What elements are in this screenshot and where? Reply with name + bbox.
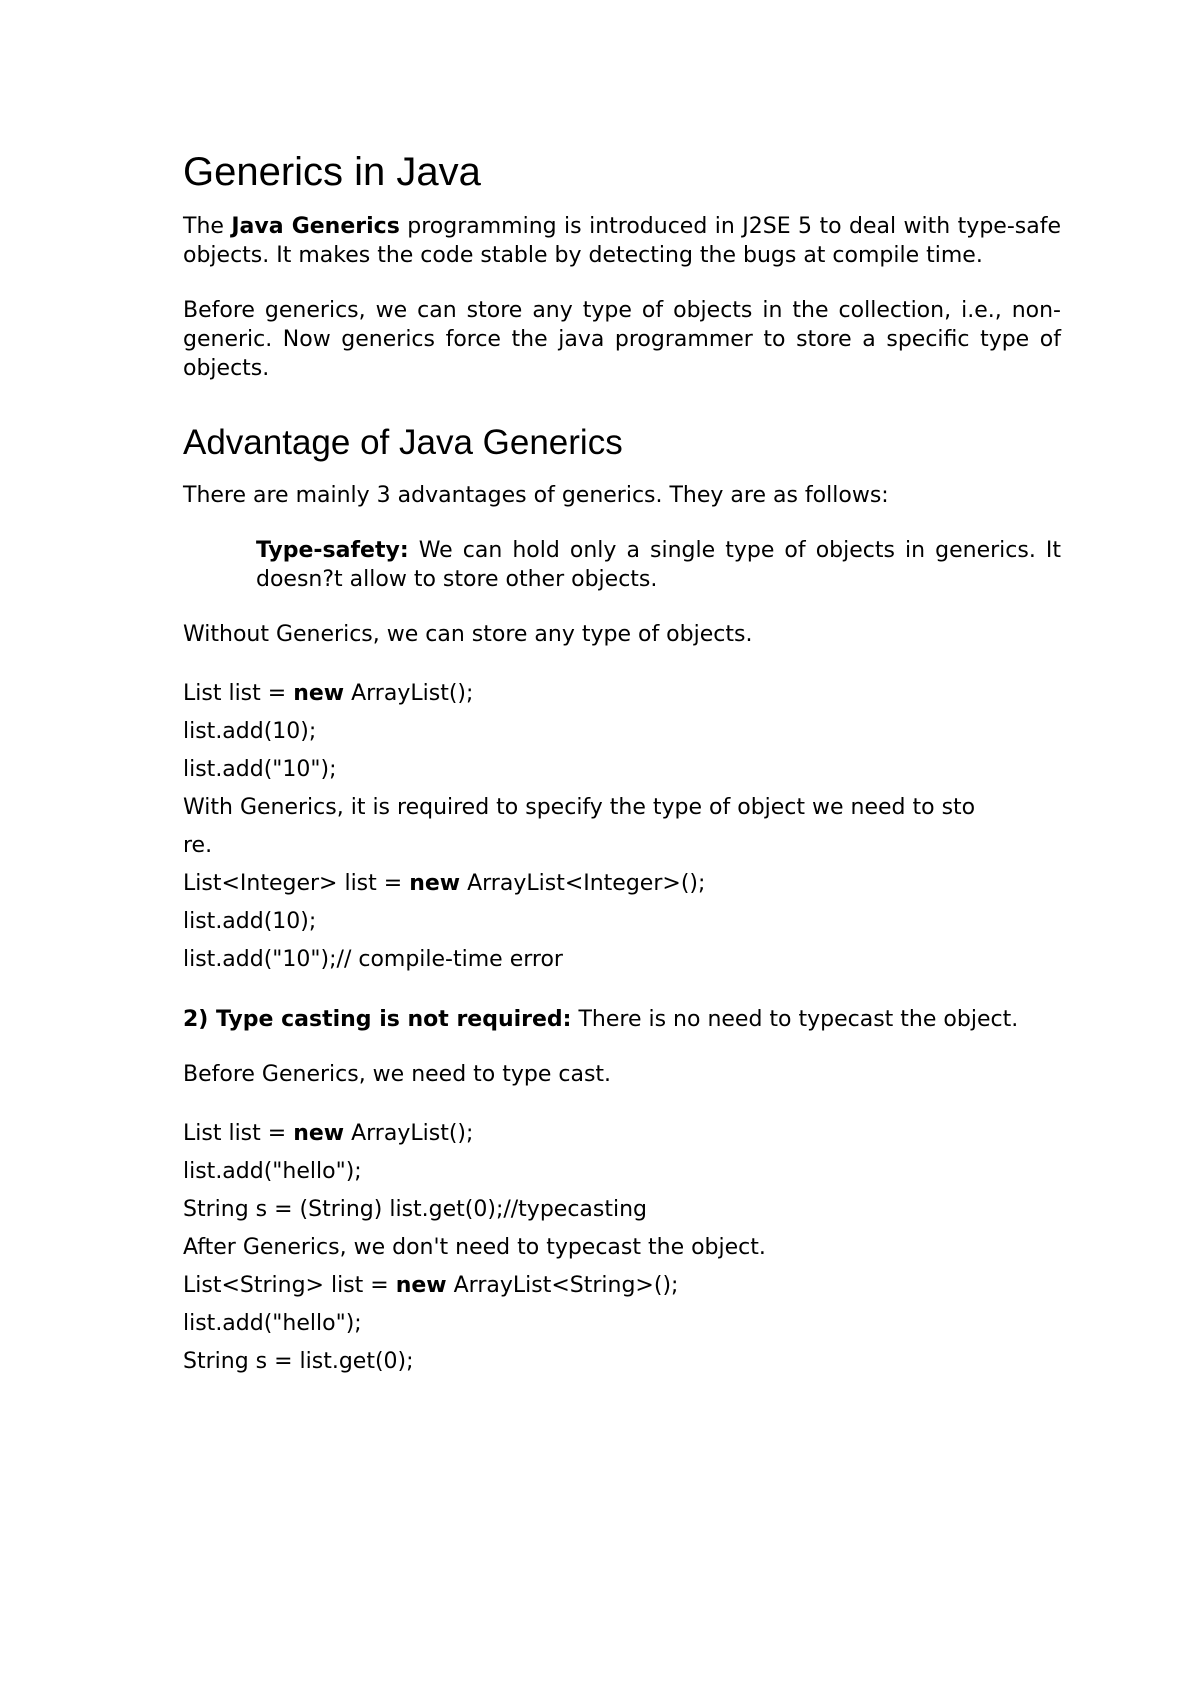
code-line: list.add("10");: [183, 757, 337, 783]
code-text: List<String> list =: [183, 1273, 396, 1299]
code-keyword: new: [395, 1273, 447, 1299]
intro-text-post: programming is introduced in J2SE 5 to deal with type-safe objects. It makes the code stable by detecting the bugs at compile time.: [183, 214, 1061, 268]
code-line: [183, 1115, 1061, 1153]
before-generics-text: Before Generics, we need to type cast.: [183, 1062, 612, 1088]
code-line: String s = (String) list.get(0);//typecasting: [183, 1197, 648, 1223]
code-keyword: new: [293, 1121, 345, 1147]
section-heading: Advantage of Java Generics: [183, 423, 623, 462]
document-page: [183, 150, 1061, 1407]
code-text: ArrayList<String>();: [446, 1273, 679, 1299]
code-line: String s = list.get(0);: [183, 1349, 414, 1375]
code-line: list.add("hello");: [183, 1311, 362, 1337]
advantage-type-casting-text: There is no need to typecast the object.: [571, 1007, 1019, 1033]
intro-text-pre: The: [183, 214, 232, 239]
code-text: ArrayList<Integer>();: [460, 871, 706, 897]
advantage-type-safety: [256, 536, 1061, 594]
code-line: list.add(10);: [183, 909, 317, 935]
code-block-2: [183, 1115, 1061, 1381]
code-line: [183, 1267, 1061, 1305]
advantage-type-casting: [183, 1005, 1061, 1034]
code-line: [183, 675, 1061, 713]
intro-paragraph-1: [183, 212, 1061, 270]
code-text: List<Integer> list =: [183, 871, 410, 897]
advantage-type-safety-label: Type-safety:: [256, 538, 409, 564]
code-line: list.add(10);: [183, 719, 317, 745]
code-text: List list =: [183, 681, 294, 707]
intro-paragraph-2: Before generics, we can store any type of objects in the collection, i.e., non-generic. Now generics force the java programmer to store a specific type of objects.: [183, 298, 1061, 381]
code-line: With Generics, it is required to specify the type of object we need to sto: [183, 795, 976, 821]
code-block-1: [183, 675, 1061, 979]
code-keyword: new: [409, 871, 461, 897]
advantage-type-casting-label: 2) Type casting is not required:: [183, 1007, 572, 1033]
advantage-type-safety-text: We can hold only a single type of objects in generics. It doesn?t allow to store other objects.: [256, 538, 1061, 593]
code-line: re.: [183, 833, 213, 859]
page-title: Generics in Java: [183, 150, 481, 194]
code-text: ArrayList();: [344, 1121, 474, 1147]
intro-bold-term: Java Generics: [231, 214, 400, 239]
code-line: After Generics, we don't need to typecast the object.: [183, 1235, 766, 1261]
code-line: [183, 865, 1061, 903]
without-generics-text: Without Generics, we can store any type of objects.: [183, 622, 753, 648]
code-text: List list =: [183, 1121, 294, 1147]
code-line: list.add("hello");: [183, 1159, 362, 1185]
code-keyword: new: [293, 681, 345, 707]
section-lead: There are mainly 3 advantages of generics. They are as follows:: [183, 483, 889, 509]
code-line: list.add("10");// compile-time error: [183, 947, 563, 973]
code-text: ArrayList();: [344, 681, 474, 707]
